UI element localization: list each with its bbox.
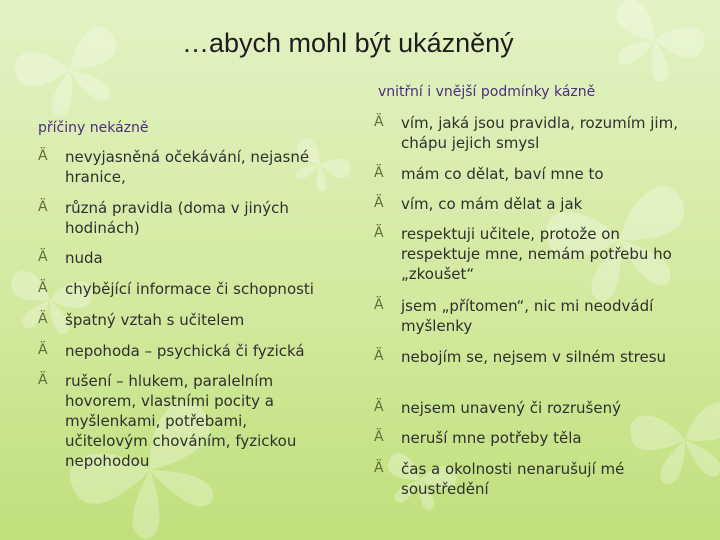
list-item [374,164,693,184]
list-item [374,224,693,284]
list-item-text: nevyjasněná očekávání, nejasné hranice, [65,148,310,186]
bullet-icon: Ä [38,342,48,358]
list-item-text: neruší mne potřeby těla [401,429,582,447]
bullet-icon: Ä [374,225,384,241]
bullet-icon: Ä [38,148,48,164]
list-item [38,310,355,330]
list-item [38,371,320,471]
list-item-text: mám co dělat, baví mne to [401,165,604,183]
list-item-text: chybějící informace či schopnosti [65,280,314,298]
list-item [38,198,335,238]
bullet-icon: Ä [38,249,48,265]
bullet-icon: Ä [38,199,48,215]
bullet-icon: Ä [374,429,384,445]
list-item-text: špatný vztah s učitelem [65,311,245,329]
list-item [38,147,355,187]
bullet-icon: Ä [38,280,48,296]
right-list [374,0,714,540]
list-item [374,113,693,153]
list-item-text: čas a okolnosti nenarušují mé soustředění [401,460,625,498]
list-item [38,248,355,268]
list-item-text: nepohoda – psychická či fyzická [65,342,305,360]
list-item-text: nejsem unavený či rozrušený [401,399,621,417]
bullet-icon: Ä [374,195,384,211]
list-item [374,194,693,214]
left-list [38,0,358,540]
list-item-text: nuda [65,249,103,267]
list-item-text: respektuji učitele, protože on respektuje mne, nemám potřebu ho „zkoušet“ [401,225,672,283]
bullet-icon: Ä [374,297,384,313]
list-item [374,428,693,448]
right-column-heading: vnitřní i vnější podmínky kázně [378,84,596,100]
list-item [374,459,693,499]
bullet-icon: Ä [374,165,384,181]
list-item-text: nebojím se, nejsem v silném stresu [401,348,667,366]
list-item [38,341,357,361]
bullet-icon: Ä [38,372,48,388]
list-item-text: vím, jaká jsou pravidla, rozumím jim, chápu jejich smysl [401,114,678,152]
bullet-icon: Ä [374,348,384,364]
list-item-text: rušení – hlukem, paralelním hovorem, vlastními pocity a myšlenkami, potřebami, učitelovým chováním, fyzickou nepohodou [65,372,297,470]
bullet-icon: Ä [374,399,384,415]
list-item-text: různá pravidla (doma v jiných hodinách) [65,199,289,237]
list-item-text: jsem „přítomen“, nic mi neodvádí myšlenky [401,297,654,335]
list-item-text: vím, co mám dělat a jak [401,195,583,213]
bullet-icon: Ä [38,311,48,327]
bullet-icon: Ä [374,460,384,476]
bullet-icon: Ä [374,114,384,130]
slide-title: …abych mohl být ukázněný [182,28,514,58]
list-item [374,296,696,336]
list-item [38,279,357,299]
left-column-heading: příčiny nekázně [38,120,149,136]
list-item [374,398,696,418]
list-item [374,347,671,367]
